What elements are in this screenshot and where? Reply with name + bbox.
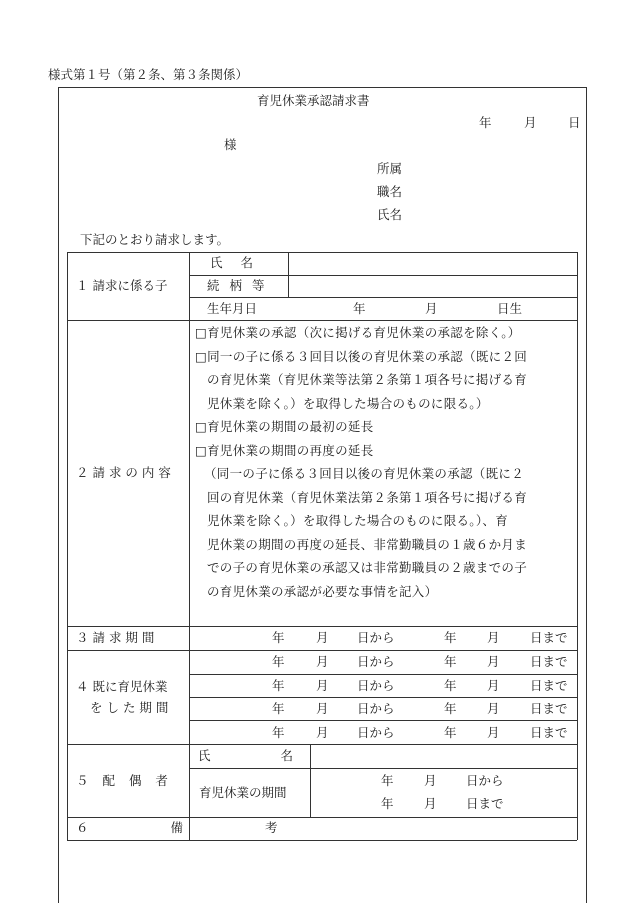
period-until-year: 年 <box>444 630 457 645</box>
section1-label: １ 請求に係る子 <box>76 278 168 293</box>
period-from-year: 年 <box>272 654 285 669</box>
request-content-line: □同一の子に係る３回目以後の育児休業の承認（既に２回 <box>195 348 528 364</box>
period-from-year: 年 <box>272 725 285 740</box>
period-from-month: 月 <box>316 654 329 669</box>
spouse-until-day: 日まで <box>466 796 504 811</box>
period-from-year: 年 <box>272 630 285 645</box>
period-until-year: 年 <box>444 701 457 716</box>
request-content-line: 回の育児休業（育児休業法第２条第１項各号に掲げる育 <box>207 489 528 505</box>
request-content-line: □育児休業の期間の再度の延長 <box>195 442 374 458</box>
spouse-period-label: 育児休業の期間 <box>199 785 287 800</box>
period-from-year: 年 <box>272 701 285 716</box>
period-until-year: 年 <box>444 654 457 669</box>
date-month: 月 <box>524 115 537 130</box>
position-label: 職名 <box>377 184 403 199</box>
sec3-bottom-line <box>67 650 577 651</box>
child-name-label: 氏 名 <box>210 255 253 270</box>
sec4-line-c <box>189 720 577 721</box>
sec5-line-a <box>189 768 577 769</box>
period-until-month: 月 <box>487 701 500 716</box>
birth-year: 年 <box>353 301 366 316</box>
request-content-line: の育児休業（育児休業等法第２条第１項各号に掲げる育 <box>207 372 528 387</box>
section5-label: ５ 配 偶 者 <box>76 773 168 788</box>
period-until-day: 日まで <box>530 701 568 716</box>
date-day: 日 <box>568 115 581 130</box>
affiliation-label: 所属 <box>377 161 403 176</box>
sec4-bottom-line <box>67 744 577 745</box>
section6-label: ６ 備 考 <box>76 820 278 835</box>
sec2-bottom-line <box>67 626 577 627</box>
request-content-line: での子の育児休業の承認又は非常勤職員の２歳までの子 <box>207 560 528 575</box>
child-relationship-label: 続 柄 等 <box>207 278 268 293</box>
period-until-day: 日まで <box>530 654 568 669</box>
spouse-from-day: 日から <box>466 773 504 788</box>
section3-label: ３ 請 求 期 間 <box>76 630 155 645</box>
section2-label: ２ 請 求 の 内 容 <box>76 465 171 480</box>
period-until-day: 日まで <box>530 678 568 693</box>
period-from-day: 日から <box>357 725 395 740</box>
sec1-line-b <box>189 297 577 298</box>
period-until-month: 月 <box>487 654 500 669</box>
period-from-day: 日から <box>357 678 395 693</box>
period-until-day: 日まで <box>530 630 568 645</box>
request-content-line: □育児休業の承認（次に掲げる育児休業の承認を除く。） <box>195 325 521 340</box>
sec6-bottom-line <box>67 840 577 841</box>
form-title: 育児休業承認請求書 <box>257 93 370 108</box>
period-until-year: 年 <box>444 725 457 740</box>
table-left-line <box>67 252 68 840</box>
birth-day: 日生 <box>497 301 523 316</box>
sec1-sublabel-line <box>288 252 289 297</box>
section4-label-line2: を し た 期 間 <box>90 700 169 715</box>
form-number: 様式第１号（第２条、第３条関係） <box>48 67 249 82</box>
request-content-line: □育児休業の期間の最初の延長 <box>195 419 374 434</box>
sec5-sublabel-line <box>310 744 311 817</box>
period-from-day: 日から <box>357 654 395 669</box>
request-content-line: 児休業を除く。）を取得した場合のものに限る。）、育 <box>207 513 509 528</box>
period-until-year: 年 <box>444 678 457 693</box>
request-content-line: 児休業を除く。）を取得した場合のものに限る。） <box>207 395 489 411</box>
requester-name-label: 氏名 <box>377 207 403 222</box>
period-until-month: 月 <box>487 678 500 693</box>
sec5-bottom-line <box>67 817 577 818</box>
period-until-month: 月 <box>487 725 500 740</box>
section4-label-line1: ４ 既に育児休業 <box>76 679 168 694</box>
sec1-line-a <box>189 275 577 276</box>
request-content-line: の育児休業の承認が必要な事情を記入） <box>207 583 438 599</box>
child-birthdate-label: 生年月日 <box>207 301 258 316</box>
spouse-until-month: 月 <box>424 796 437 811</box>
sec4-line-b <box>189 697 577 698</box>
period-from-month: 月 <box>316 701 329 716</box>
intro-text: 下記のとおり請求します。 <box>80 232 230 247</box>
date-year: 年 <box>479 115 492 130</box>
period-until-day: 日まで <box>530 725 568 740</box>
period-from-month: 月 <box>316 678 329 693</box>
table-top-line <box>67 252 577 253</box>
addressee-suffix: 様 <box>224 137 237 152</box>
sec1-bottom-line <box>67 320 577 321</box>
table-right-line <box>577 252 578 840</box>
period-until-month: 月 <box>487 630 500 645</box>
spouse-from-month: 月 <box>424 773 437 788</box>
period-from-day: 日から <box>357 630 395 645</box>
spouse-until-year: 年 <box>381 796 394 811</box>
request-content-line: 児休業の期間の再度の延長、非常勤職員の１歳６か月ま <box>207 536 528 552</box>
request-content-line: （同一の子に係る３回目以後の育児休業の承認（既に２ <box>204 466 525 481</box>
label-column-line <box>189 252 190 840</box>
spouse-name-label: 氏 名 <box>198 748 293 763</box>
spouse-from-year: 年 <box>381 773 394 788</box>
period-from-day: 日から <box>357 701 395 716</box>
birth-month: 月 <box>425 301 438 316</box>
period-from-month: 月 <box>316 725 329 740</box>
period-from-year: 年 <box>272 678 285 693</box>
sec4-line-a <box>189 674 577 675</box>
period-from-month: 月 <box>316 630 329 645</box>
